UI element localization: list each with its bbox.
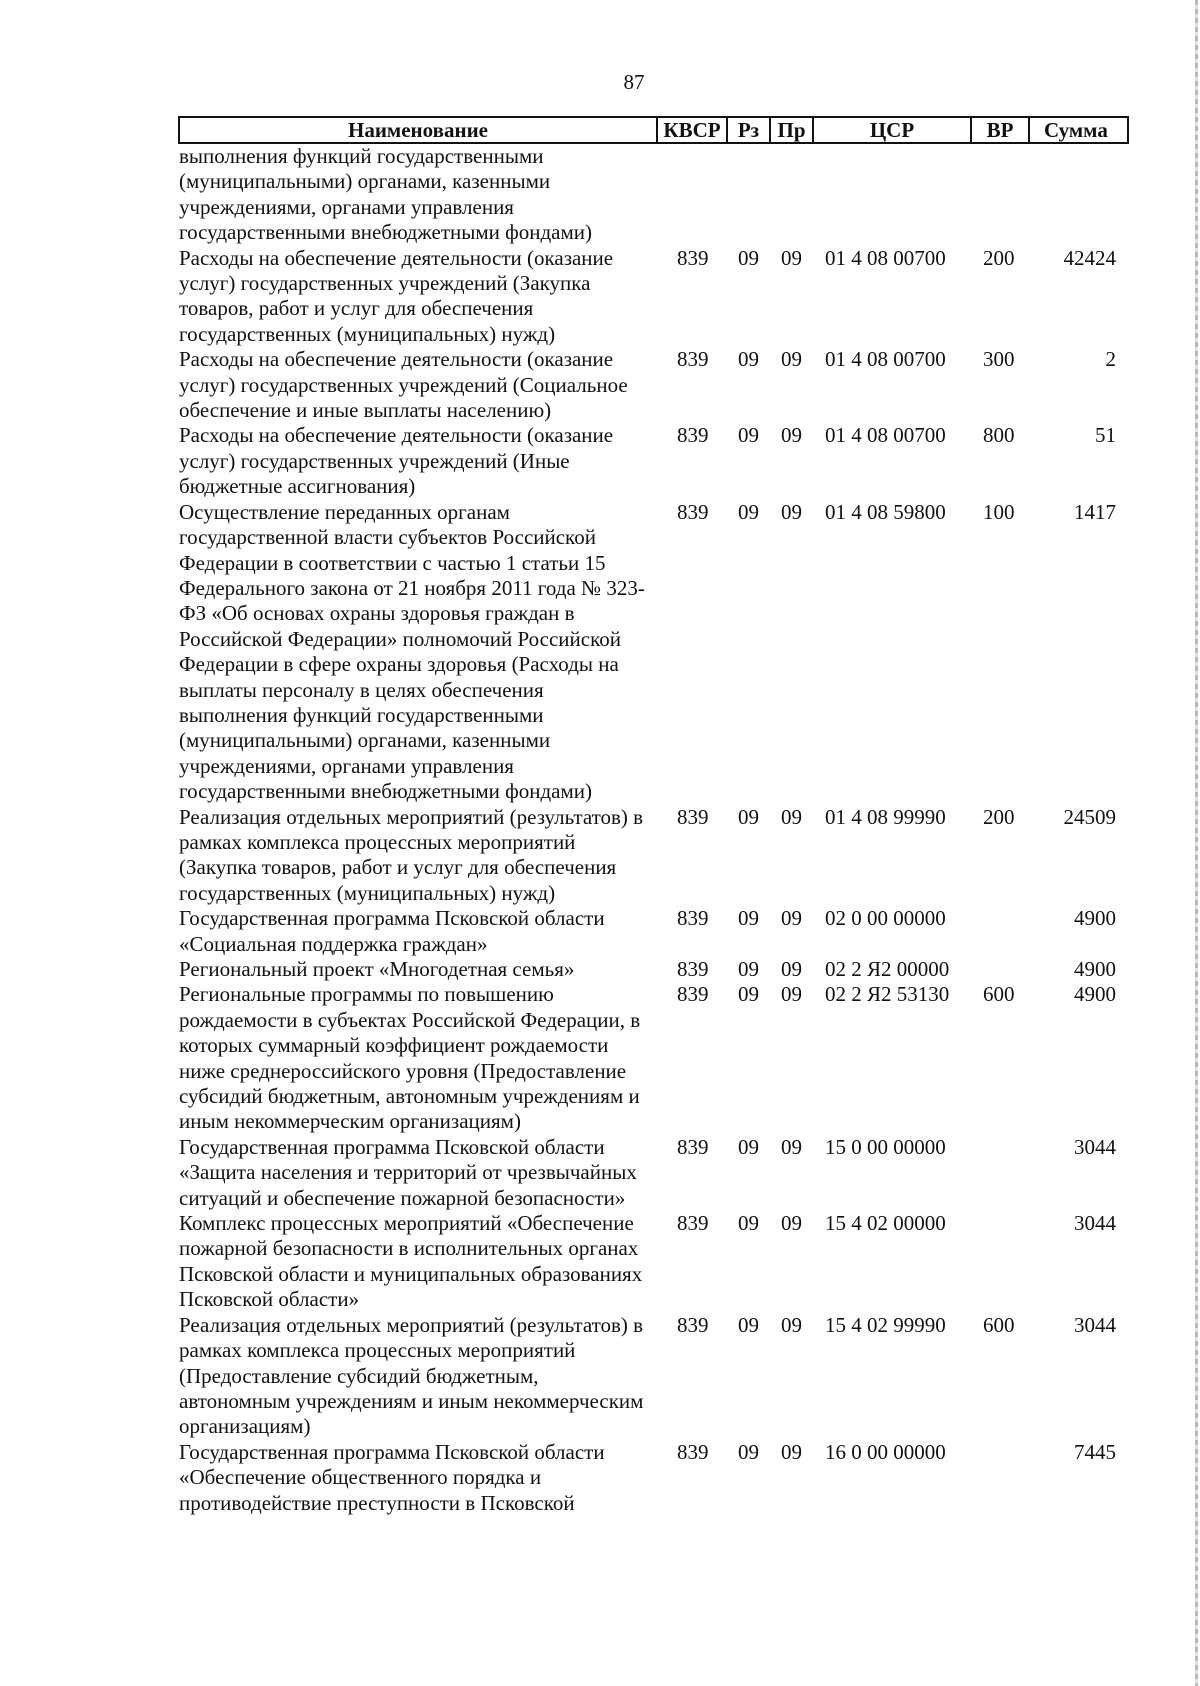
table-row: [179, 347, 1128, 423]
row-kvsr: 839: [677, 1312, 709, 1337]
header-kvsr: КВСР: [657, 117, 727, 143]
row-rz: 09: [738, 347, 759, 372]
header-csr: ЦСР: [813, 117, 971, 143]
row-kvsr: 839: [677, 906, 709, 931]
row-pr: 09: [781, 347, 802, 372]
row-amount: 4900: [1074, 982, 1116, 1007]
row-rz: 09: [738, 245, 759, 270]
row-vr: [971, 957, 1029, 982]
row-name: Государственная программа Псковской области «Обеспечение общественного порядка и противодействие преступности в Псковской: [179, 1439, 605, 1515]
table-row: [179, 423, 1128, 499]
row-name: выполнения функций государственными (муниципальными) органами, казенными учреждениями, органами управления государственными внебюджетными фондами): [179, 144, 593, 245]
row-kvsr: 839: [677, 245, 709, 270]
table-header-row: [179, 117, 1128, 143]
row-rz: 09: [738, 423, 759, 448]
row-csr: 01 4 08 00700: [825, 245, 946, 270]
row-kvsr: 839: [677, 1439, 709, 1464]
row-name: Региональные программы по повышению рождаемости в субъектах Российской Федерации, в которых суммарный коэффициент рождаемости ниже среднероссийского уровня (Предоставление субсидий бюджетным, автономным учреждениям и иным некоммерческим организациям): [179, 982, 641, 1134]
row-amount: [1029, 143, 1128, 246]
row-vr: [971, 906, 1029, 957]
row-amount: 3044: [1074, 1134, 1116, 1159]
row-kvsr: 839: [677, 1211, 709, 1236]
row-vr: 200: [983, 804, 1015, 829]
row-csr: 15 4 02 99990: [825, 1312, 946, 1337]
row-vr: 100: [983, 499, 1015, 524]
row-csr: 01 4 08 59800: [825, 499, 946, 524]
row-pr: 09: [781, 423, 802, 448]
row-amount: 3044: [1074, 1312, 1116, 1337]
row-pr: 09: [781, 1134, 802, 1159]
row-csr: 02 2 Я2 53130: [825, 982, 950, 1007]
scan-edge: [1195, 0, 1198, 1686]
row-pr: 09: [781, 499, 802, 524]
row-csr: [813, 143, 971, 246]
row-vr: 800: [983, 423, 1015, 448]
header-pr: Пр: [770, 117, 813, 143]
row-pr: 09: [781, 906, 802, 931]
table-row: [179, 906, 1128, 957]
row-rz: 09: [738, 982, 759, 1007]
row-csr: 01 4 08 00700: [825, 347, 946, 372]
header-name: Наименование: [179, 117, 657, 143]
row-kvsr: 839: [677, 804, 709, 829]
row-name: Реализация отдельных мероприятий (результатов) в рамках комплекса процессных мероприятий (Закупка товаров, работ и услуг для обеспечения государственных (муниципальных) нужд): [179, 804, 644, 905]
row-vr: 600: [983, 982, 1015, 1007]
row-kvsr: 839: [677, 957, 709, 981]
row-name: Расходы на обеспечение деятельности (оказание услуг) государственных учреждений (Иные бюджетные ассигнования): [179, 423, 614, 499]
row-name: Осуществление переданных органам государственной власти субъектов Российской Федерации в соответствии с частью 1 статьи 15 Федерального закона от 21 ноября 2011 года № 323-ФЗ «Об основах охраны здоровья граждан в Российской Федерации» полномочий Российской Федерации в сфере охраны здоровья (Расходы на выплаты персоналу в целях обеспечения выполнения функций государственными (муниципальными) органами, казенными учреждениями, органами управления государственными внебюджетными фондами): [179, 499, 645, 804]
table-row: [179, 1135, 1128, 1211]
row-name: Комплекс процессных мероприятий «Обеспечение пожарной безопасности в исполнительных органах Псковской области и муниципальных образованиях Псковской области»: [179, 1211, 643, 1312]
row-vr: [971, 1211, 1029, 1313]
row-amount: 2: [1105, 347, 1116, 372]
row-csr: 15 4 02 00000: [825, 1211, 946, 1236]
row-amount: 51: [1095, 423, 1116, 448]
row-amount: 42424: [1063, 245, 1116, 270]
row-pr: 09: [781, 1312, 802, 1337]
table-row: [179, 500, 1128, 805]
table-row: [179, 805, 1128, 907]
row-vr: 600: [983, 1312, 1015, 1337]
table-row: [179, 957, 1128, 982]
row-csr: 01 4 08 00700: [825, 423, 946, 448]
row-kvsr: [657, 143, 727, 246]
row-csr: 15 0 00 00000: [825, 1134, 946, 1159]
row-pr: 09: [781, 1211, 802, 1236]
header-vr: ВР: [971, 117, 1029, 143]
row-vr: 200: [983, 245, 1015, 270]
row-rz: 09: [738, 1439, 759, 1464]
row-rz: 09: [738, 1312, 759, 1337]
header-amount: Сумма: [1029, 117, 1128, 143]
row-rz: 09: [738, 804, 759, 829]
row-kvsr: 839: [677, 423, 709, 448]
row-kvsr: 839: [677, 1134, 709, 1159]
row-rz: 09: [738, 1134, 759, 1159]
table-row: [179, 1211, 1128, 1313]
row-amount: 7445: [1074, 1439, 1116, 1464]
row-vr: [971, 143, 1029, 246]
row-rz: 09: [738, 906, 759, 931]
row-pr: 09: [781, 804, 802, 829]
page-number: 87: [623, 70, 645, 94]
row-csr: 16 0 00 00000: [825, 1439, 946, 1464]
row-name: Региональный проект «Многодетная семья»: [179, 957, 575, 981]
row-name: Расходы на обеспечение деятельности (оказание услуг) государственных учреждений (Социальное обеспечение и иные выплаты населению): [179, 347, 628, 423]
row-pr: 09: [781, 982, 802, 1007]
row-amount: 1417: [1074, 499, 1116, 524]
row-kvsr: 839: [677, 499, 709, 524]
row-pr: 09: [781, 957, 802, 981]
table-row: [179, 982, 1128, 1134]
row-rz: [727, 143, 770, 246]
row-kvsr: 839: [677, 347, 709, 372]
row-pr: 09: [781, 245, 802, 270]
budget-table: [178, 116, 1129, 1516]
row-csr: 02 0 00 00000: [825, 906, 946, 931]
header-rz: Рз: [727, 117, 770, 143]
row-name: Государственная программа Псковской области «Социальная поддержка граждан»: [179, 906, 605, 956]
table-row: [179, 1313, 1128, 1440]
row-name: Государственная программа Псковской области «Защита населения и территорий от чрезвычайных ситуаций и обеспечение пожарной безопасности»: [179, 1134, 637, 1210]
row-rz: 09: [738, 1211, 759, 1236]
row-pr: [770, 143, 813, 246]
row-rz: 09: [738, 499, 759, 524]
row-csr: 02 2 Я2 00000: [825, 957, 950, 981]
table-row: [179, 143, 1128, 246]
row-vr: 300: [983, 347, 1015, 372]
row-amount: 4900: [1074, 957, 1116, 981]
row-amount: 3044: [1074, 1211, 1116, 1236]
row-name: Реализация отдельных мероприятий (результатов) в рамках комплекса процессных мероприятий (Предоставление субсидий бюджетным, автономным учреждениям и иным некоммерческим организациям): [179, 1312, 644, 1439]
row-pr: 09: [781, 1439, 802, 1464]
row-amount: 24509: [1063, 804, 1116, 829]
row-amount: 4900: [1074, 906, 1116, 931]
row-kvsr: 839: [677, 982, 709, 1007]
row-csr: 01 4 08 99990: [825, 804, 946, 829]
row-vr: [971, 1440, 1029, 1516]
table-row: [179, 246, 1128, 348]
row-rz: 09: [738, 957, 759, 981]
row-name: Расходы на обеспечение деятельности (оказание услуг) государственных учреждений (Закупка товаров, работ и услуг для обеспечения государственных (муниципальных) нужд): [179, 245, 614, 346]
row-vr: [971, 1135, 1029, 1211]
table-row: [179, 1440, 1128, 1516]
